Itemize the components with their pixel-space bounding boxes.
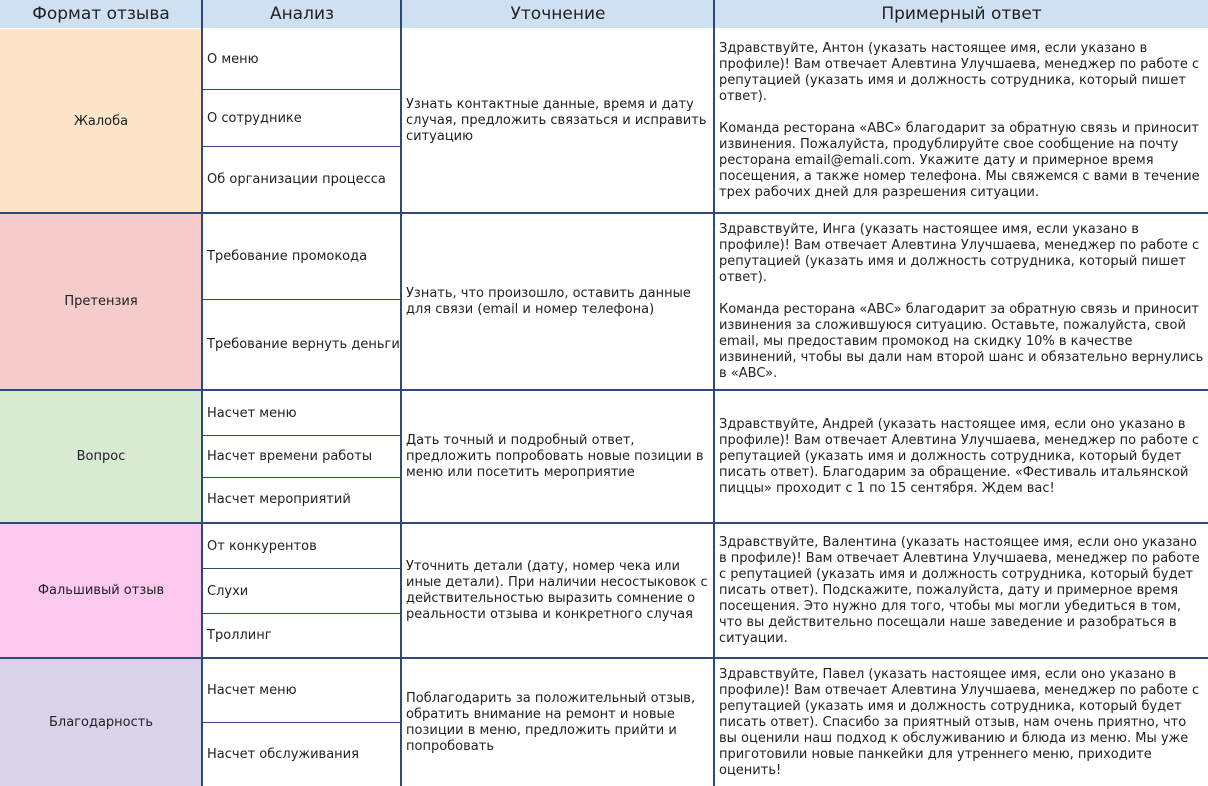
sub-divider	[203, 299, 401, 300]
header-analysis: Анализ	[203, 0, 401, 28]
sub-fake-trolling: Троллинг	[207, 627, 272, 643]
row-divider	[0, 522, 1208, 524]
sub-divider	[203, 435, 401, 436]
clarification-complaint: Узнать контактные данные, время и дату случая, предложить связаться и исправить ситуацию	[406, 97, 707, 144]
category-gratitude: Благодарность	[0, 659, 202, 786]
sub-divider	[203, 722, 401, 723]
sub-fake-competitors: От конкурентов	[207, 538, 317, 554]
header-format: Формат отзыва	[0, 0, 202, 28]
answer-fake	[715, 524, 1208, 657]
clarification-fake: Уточнить детали (дату, номер чека или иные детали). При наличии несостыковок с действительностью выразить сомнение о реальности отзыва и конкретного случая	[406, 558, 708, 622]
sub-complaint-staff: О сотруднике	[207, 110, 302, 126]
row-divider	[0, 657, 1208, 659]
answer-question	[715, 391, 1208, 522]
column-divider	[713, 0, 715, 786]
header-answer: Примерный ответ	[715, 0, 1208, 28]
sub-divider	[203, 568, 401, 569]
answer-gratitude-p1: Здравствуйте, Павел (указать настоящее имя, если оно указано в профиле)! Вам отвечает Алевтина Улучшаева, менеджер по работе с репутацией (указать имя и должность сотрудника, который будет писать ответ). Спасибо за приятный отзыв, нам очень приятно, что вы оценили наш подход к обслуживанию и блюда из меню. Мы уже приготовили новые панкейки для утреннего меню, приходите оценить!	[719, 666, 1200, 778]
sub-complaint-process: Об организации процесса	[207, 172, 386, 187]
sub-divider	[203, 146, 401, 147]
sub-gratitude-service: Насчет обслуживания	[207, 746, 359, 762]
sub-question-hours: Насчет времени работы	[207, 449, 373, 464]
sub-divider	[203, 477, 401, 478]
sub-fake-rumors: Слухи	[207, 583, 249, 599]
category-complaint: Жалоба	[0, 29, 202, 213]
clarification-question: Дать точный и подробный ответ, предложить попробовать новые позиции в меню или посетить мероприятие	[406, 432, 704, 480]
sub-question-events: Насчет мероприятий	[207, 492, 351, 507]
column-divider	[201, 0, 203, 786]
answer-question-p1: Здравствуйте, Андрей (указать настоящее имя, если оно указано в профиле)! Вам отвечает Алевтина Улучшаева, менеджер по работе с репутацией (указать имя и должность сотрудника, который будет писать ответ). Благодарим за обращение. «Фестиваль итальянской пиццы» проходит с 1 по 15 сентября. Ждем вас!	[719, 416, 1200, 496]
answer-claim-p1: Здравствуйте, Инга (указать настоящее имя, если указано в профиле)! Вам отвечает Алевтина Улучшаева, менеджер по работе с репутацией (указать имя и должность сотрудника, который пишет ответ).	[719, 221, 1200, 285]
sub-complaint-menu: О меню	[207, 51, 259, 67]
answer-complaint-p1: Здравствуйте, Антон (указать настоящее имя, если указано в профиле)! Вам отвечает Алевтина Улучшаева, менеджер по работе с репутацией (указать имя и должность сотрудника, который пишет ответ).	[719, 41, 1200, 104]
sub-divider	[203, 89, 401, 90]
sub-claim-promo: Требование промокода	[207, 249, 368, 264]
answer-complaint	[715, 29, 1208, 213]
category-claim: Претензия	[0, 214, 202, 389]
answer-claim-p2: Команда ресторана «ABC» благодарит за обратную связь и приносит извинения за сложившуюся ситуацию. Оставьте, пожалуйста, свой email, мы предоставим промокод на скидку 10% в качестве извинений, чтобы вы дали нам второй шанс и обязательно вернулись в «ABC».	[719, 301, 1204, 381]
sub-divider	[203, 613, 401, 614]
column-divider	[400, 0, 402, 786]
sub-gratitude-menu: Насчет меню	[207, 683, 297, 698]
category-question: Вопрос	[0, 391, 202, 522]
sub-question-menu: Насчет меню	[207, 405, 297, 421]
sub-claim-refund: Требование вернуть деньги	[207, 336, 400, 352]
row-divider	[0, 389, 1208, 391]
answer-fake-p1: Здравствуйте, Валентина (указать настоящее имя, если оно указано в профиле)! Вам отвечает Алевтина Улучшаева, менеджер по работе с репутацией (указать имя и должность сотрудника, который будет писать ответ). Подскажите, пожалуйста, дату и примерное время посещения. Это нужно для того, чтобы мы могли убедиться в том, что вы действительно посещали наше заведение и разобраться в ситуации.	[719, 534, 1200, 646]
answer-gratitude	[715, 659, 1208, 786]
row-divider	[0, 212, 1208, 214]
category-fake: Фальшивый отзыв	[0, 524, 202, 657]
clarification-gratitude: Поблагодарить за положительный отзыв, обратить внимание на ремонт и новые позиции в меню, предложить прийти и попробовать	[406, 690, 696, 754]
header-clarification: Уточнение	[402, 0, 714, 28]
clarification-claim: Узнать, что произошло, оставить данные для связи (email и номер телефона)	[406, 285, 691, 317]
answer-complaint-p2: Команда ресторана «ABC» благодарит за обратную связь и приносит извинения. Пожалуйста, продублируйте свое сообщение на почту ресторана email@emali.com. Укажите дату и примерное время посещения, а также номер телефона. Мы свяжемся с вами в течение трех рабочих дней для разрешения ситуации.	[719, 121, 1200, 200]
answer-claim	[715, 214, 1208, 389]
